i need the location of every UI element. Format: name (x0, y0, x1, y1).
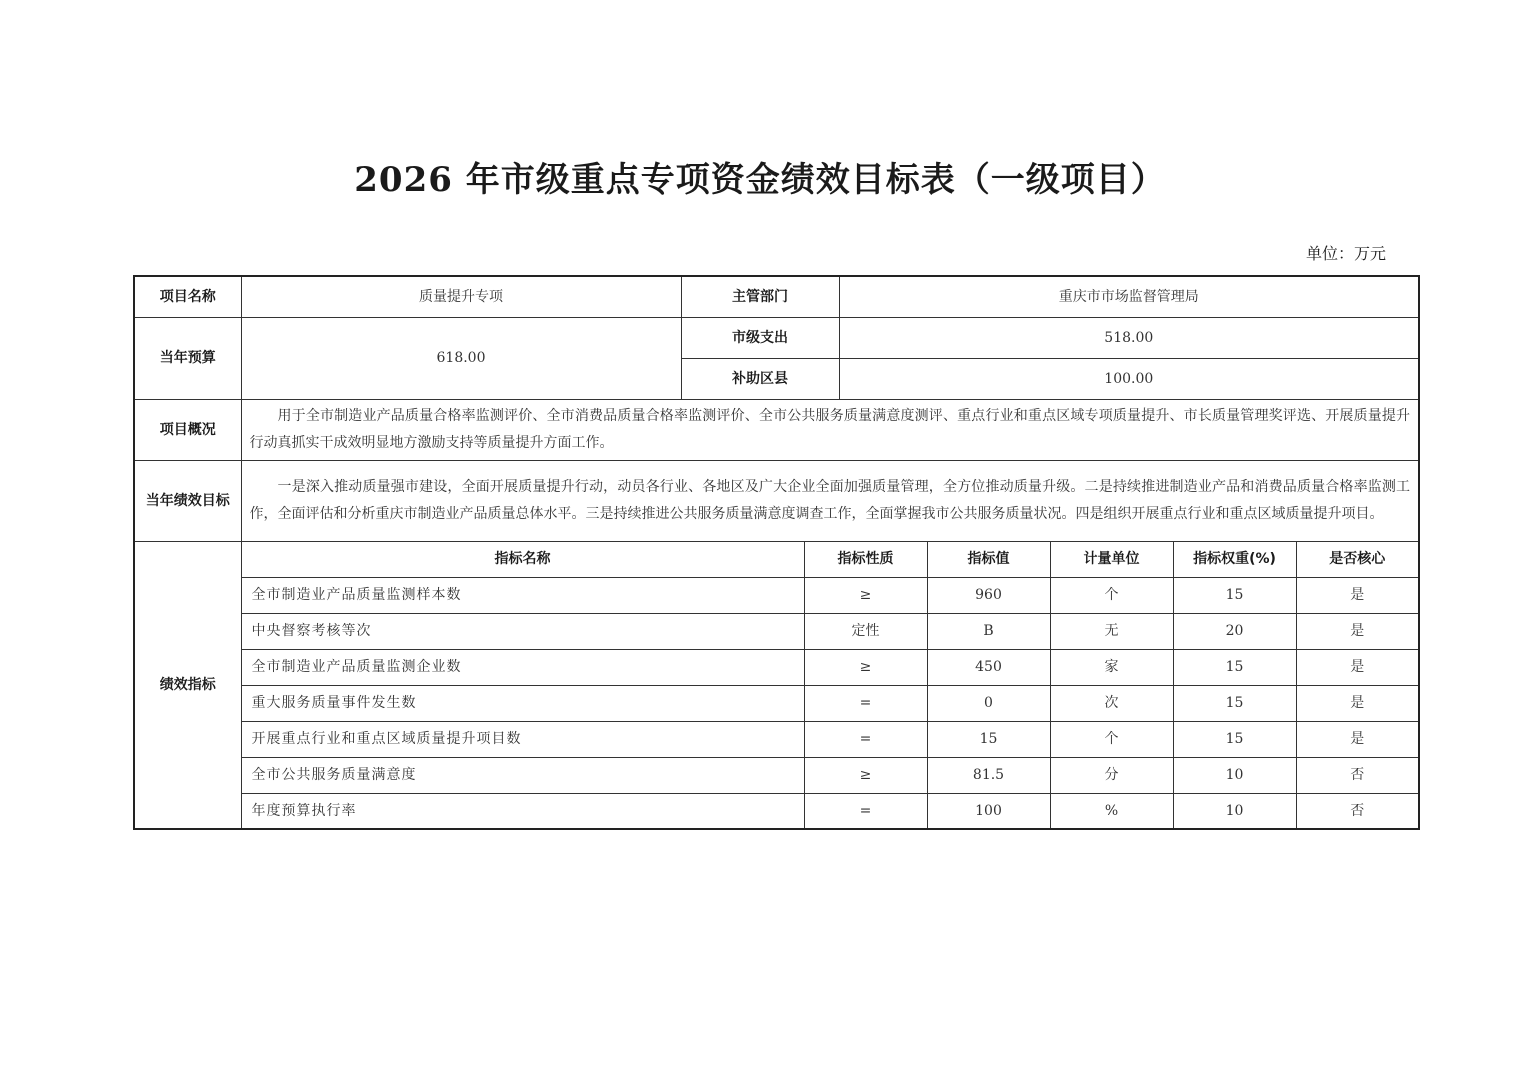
indicator-name: 全市制造业产品质量监测样本数 (241, 577, 804, 613)
table-row (134, 721, 1419, 757)
indicator-unit: 个 (1050, 577, 1173, 613)
indicator-weight: 15 (1173, 685, 1296, 721)
indicator-value: 0 (927, 685, 1050, 721)
page-title: 2026 年市级重点专项资金绩效目标表（一级项目） (354, 160, 1166, 200)
indicator-is-core: 是 (1296, 649, 1419, 685)
project-row (134, 276, 1419, 317)
budget-total: 618.00 (241, 317, 681, 399)
indicator-value: 100 (927, 793, 1050, 829)
indicator-is-core: 是 (1296, 721, 1419, 757)
indicator-name: 年度预算执行率 (241, 793, 804, 829)
overview-row (134, 399, 1419, 460)
indicator-name: 全市公共服务质量满意度 (241, 757, 804, 793)
header-indicator-nature: 指标性质 (804, 541, 927, 577)
unit-label: 单位：万元 (1305, 244, 1386, 263)
county-subsidy-value: 100.00 (839, 358, 1419, 399)
indicator-value: B (927, 613, 1050, 649)
dept-label: 主管部门 (681, 276, 839, 317)
table-row (134, 757, 1419, 793)
indicator-is-core: 否 (1296, 757, 1419, 793)
indicator-name: 开展重点行业和重点区域质量提升项目数 (241, 721, 804, 757)
city-expense-value: 518.00 (839, 317, 1419, 358)
indicator-weight: 15 (1173, 577, 1296, 613)
table-row (134, 577, 1419, 613)
indicator-weight: 15 (1173, 649, 1296, 685)
performance-table (133, 275, 1420, 830)
indicator-is-core: 是 (1296, 577, 1419, 613)
header-indicator-name: 指标名称 (241, 541, 804, 577)
goal-text: 一是深入推动质量强市建设，全面开展质量提升行动，动员各行业、各地区及广大企业全面加强质量管理，全方位推动质量升级。二是持续推进制造业产品和消费品质量合格率监测工作，全面评估和分析重庆市制造业产品质量总体水平。三是持续推进公共服务质量满意度调查工作，全面掌握我市公共服务质量状况。四是组织开展重点行业和重点区域质量提升项目。 (241, 460, 1419, 541)
indicator-nature: = (804, 721, 927, 757)
budget-label: 当年预算 (134, 317, 241, 399)
indicator-unit: 次 (1050, 685, 1173, 721)
indicator-value: 450 (927, 649, 1050, 685)
county-subsidy-label: 补助区县 (681, 358, 839, 399)
goal-row (134, 460, 1419, 541)
table-row (134, 613, 1419, 649)
indicator-header-row (134, 541, 1419, 577)
project-name-label: 项目名称 (134, 276, 241, 317)
indicator-name: 重大服务质量事件发生数 (241, 685, 804, 721)
indicator-nature: ≥ (804, 757, 927, 793)
indicator-nature: 定性 (804, 613, 927, 649)
indicator-weight: 10 (1173, 793, 1296, 829)
indicator-weight: 10 (1173, 757, 1296, 793)
header-unit: 计量单位 (1050, 541, 1173, 577)
indicator-unit: 个 (1050, 721, 1173, 757)
table-row (134, 793, 1419, 829)
indicator-unit: 分 (1050, 757, 1173, 793)
header-is-core: 是否核心 (1296, 541, 1419, 577)
indicator-unit: % (1050, 793, 1173, 829)
budget-row-city (134, 317, 1419, 358)
city-expense-label: 市级支出 (681, 317, 839, 358)
header-weight: 指标权重(%) (1173, 541, 1296, 577)
indicator-value: 960 (927, 577, 1050, 613)
indicator-nature: ≥ (804, 649, 927, 685)
indicators-label: 绩效指标 (134, 541, 241, 829)
indicator-is-core: 否 (1296, 793, 1419, 829)
indicator-nature: ≥ (804, 577, 927, 613)
goal-label: 当年绩效目标 (134, 460, 241, 541)
table-row (134, 685, 1419, 721)
indicator-name: 全市制造业产品质量监测企业数 (241, 649, 804, 685)
indicator-value: 81.5 (927, 757, 1050, 793)
indicator-name: 中央督察考核等次 (241, 613, 804, 649)
indicator-weight: 20 (1173, 613, 1296, 649)
indicator-unit: 家 (1050, 649, 1173, 685)
indicator-nature: = (804, 685, 927, 721)
table-row (134, 649, 1419, 685)
indicator-nature: = (804, 793, 927, 829)
indicator-unit: 无 (1050, 613, 1173, 649)
indicator-is-core: 是 (1296, 685, 1419, 721)
indicator-value: 15 (927, 721, 1050, 757)
overview-text: 用于全市制造业产品质量合格率监测评价、全市消费品质量合格率监测评价、全市公共服务质量满意度测评、重点行业和重点区域专项质量提升、市长质量管理奖评选、开展质量提升行动真抓实干成效明显地方激励支持等质量提升方面工作。 (241, 399, 1419, 460)
header-indicator-value: 指标值 (927, 541, 1050, 577)
indicator-weight: 15 (1173, 721, 1296, 757)
dept-value: 重庆市市场监督管理局 (839, 276, 1419, 317)
overview-label: 项目概况 (134, 399, 241, 460)
indicator-is-core: 是 (1296, 613, 1419, 649)
project-name-value: 质量提升专项 (241, 276, 681, 317)
